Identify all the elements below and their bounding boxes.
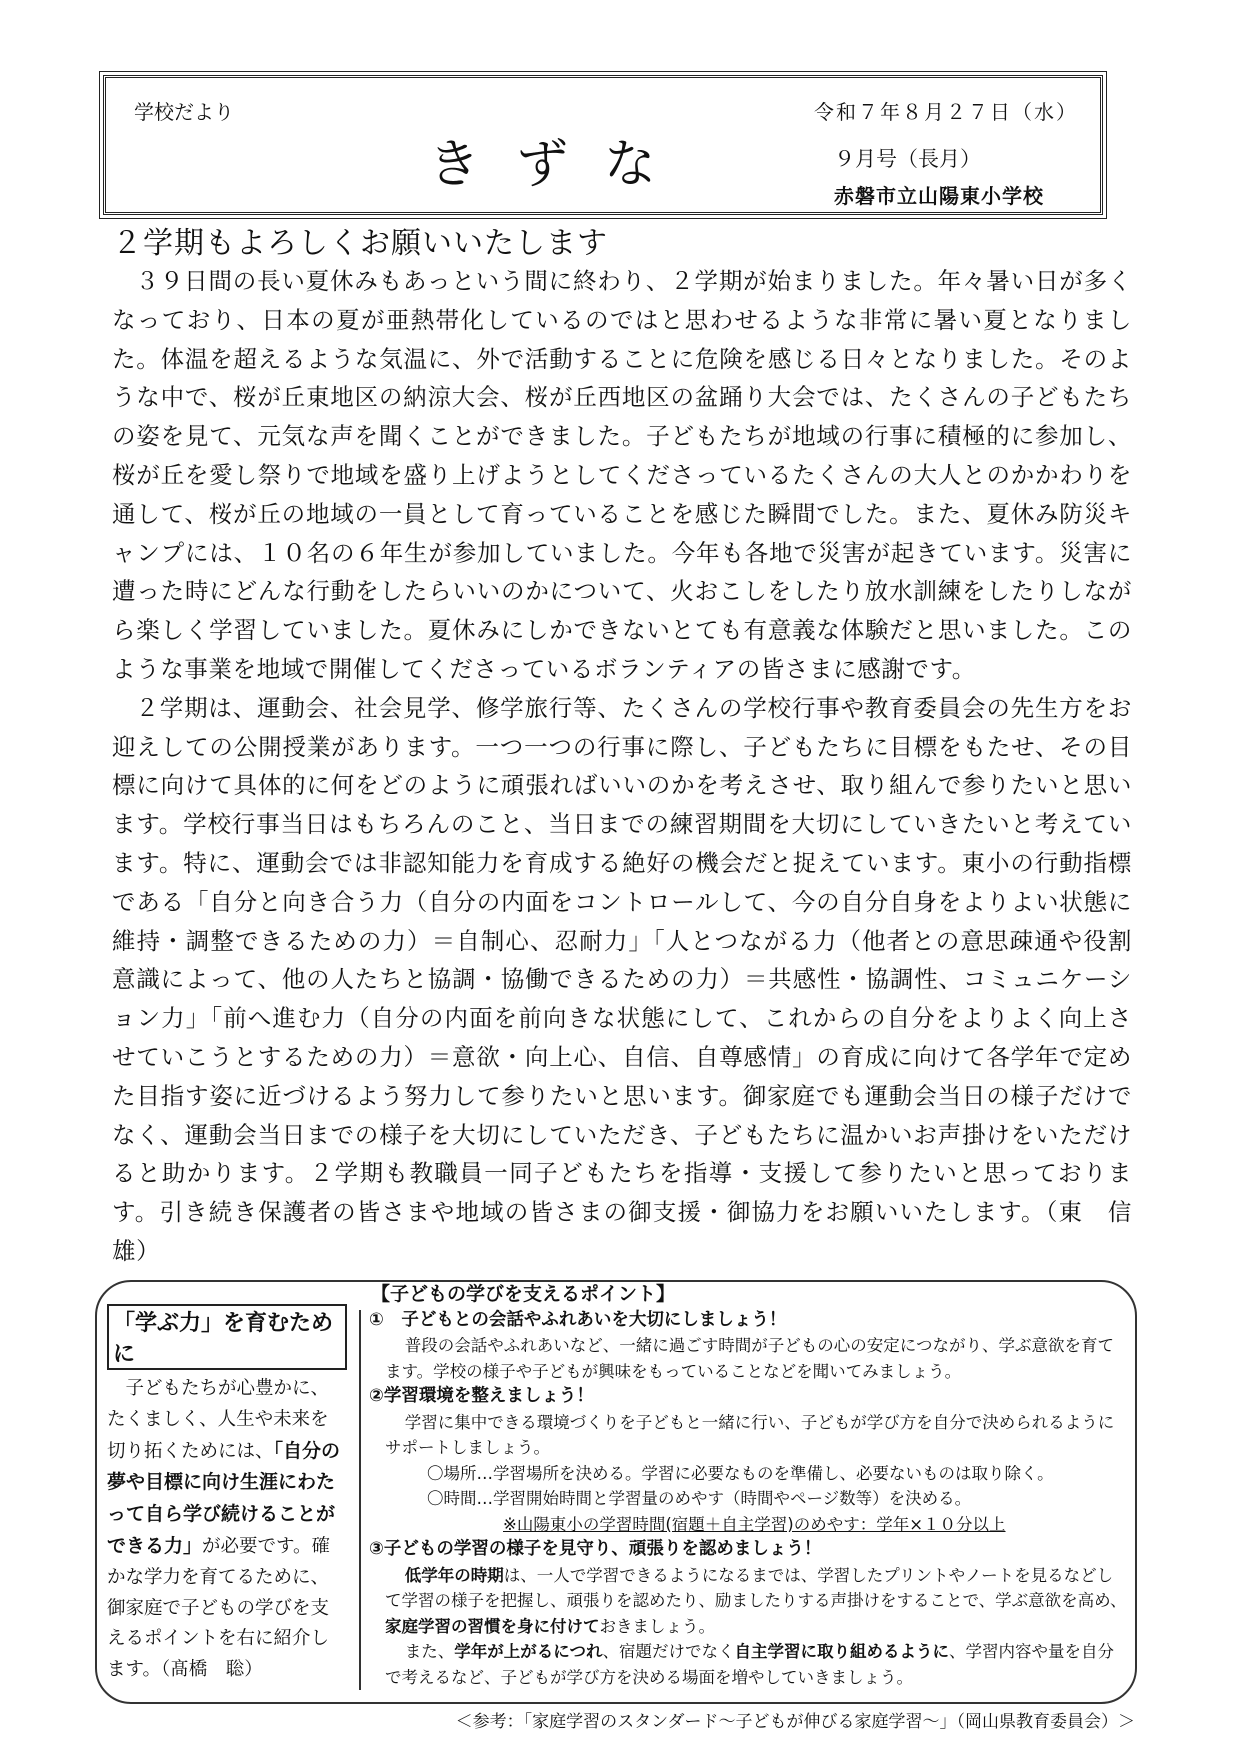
point-2-heading: ②学習環境を整えましょう！ (369, 1386, 594, 1406)
newsletter-title: きずな (428, 135, 693, 195)
divider (359, 1310, 361, 1690)
newsletter-label: 学校だより (134, 100, 234, 124)
point-3-text-2 (369, 1639, 1129, 1690)
sidebar (107, 1304, 347, 1686)
point-1-heading: ① 子どもとの会話やふれあいを大切にしましょう！ (369, 1309, 787, 1330)
point-3-text-1a: は、一人で学習できるようになるまでは、学習したプリントやノートを見るなどして学習の様子を把握し、頑張りを認めたり、励ましたりする声掛けをすることで、学ぶ意欲を高め、 (385, 1565, 1127, 1610)
point-2-item-time: 〇時間…学習開始時間と学習量のめやす（時間やページ数等）を決める。 (427, 1489, 972, 1508)
points-header: 【子どもの学びを支えるポイント】 (371, 1283, 676, 1305)
point-3-text-2b: 、宿題だけでなく (602, 1642, 735, 1661)
point-3-text-2c: 、学習内容や量を自分で考えるなど、子どもが学び方を決める場面を増やしていきましょう。 (385, 1642, 1114, 1687)
reference-note: ＜参考：「家庭学習のスタンダード～子どもが伸びる家庭学習～」（岡山県教育委員会）＞ (455, 1712, 1135, 1732)
point-3-bold-1: 低学年の時期 (404, 1565, 504, 1585)
support-points (369, 1282, 1129, 1690)
sidebar-text-a: 子どもたちが心豊かに、たくましく、人生や未来を切り拓くためには、 (107, 1378, 330, 1462)
article-paragraph-1: ３９日間の長い夏休みもあっという間に終わり、２学期が始まりました。年々暑い日が多くなっており、日本の夏が亜熱帯化しているのではと思わせるような非常に暑い夏となりました。体温を超えるような気温に、外で活動することに危険を感じる日々となりました。そのような中で、桜が丘東地区の納涼大会、桜が丘西地区の盆踊り大会では、たくさんの子どもたちの姿を見て、元気な声を聞くことができました。子どもたちが地域の行事に積極的に参加し、桜が丘を愛し祭りで地域を盛り上げようとしてくださっているたくさんの大人とのかかわりを通して、桜が丘の地域の一員として育っていることを感じた瞬間でした。また、夏休み防災キャンプには、１０名の６年生が参加していました。今年も各地で災害が起きています。災害に遭った時にどんな行動をしたらいいのかについて、火おこしをしたり放水訓練をしたりしながら楽しく学習していました。夏休みにしかできないとても有意義な体験だと思いました。このような事業を地域で開催してくださっているボランティアの皆さまに感謝です。 (112, 267, 1132, 683)
article-paragraph-2: ２学期は、運動会、社会見学、修学旅行等、たくさんの学校行事や教育委員会の先生方をお迎えしての公開授業があります。一つ一つの行事に際し、子どもたちに目標をもたせ、その目標に向けて具体的に何をどのように頑張ればいいのかを考えさせ、取り組んで参りたいと思います。学校行事当日はもちろんのこと、当日までの練習期間を大切にしていきたいと考えています。特に、運動会では非認知能力を育成する絶好の機会だと捉えています。東小の行動指標である「自分と向き合う力（自分の内面をコントロールして、今の自分自身をよりよい状態に維持・調整できるための力）＝自制心、忍耐力」「人とつながる力（他者との意思疎通や役割意識によって、他の人たちと協調・協働できるための力）＝共感性・協調性、コミュニケーション力」「前へ進む力（自分の内面を前向きな状態にして、これからの自分をよりよく向上させていこうとするための力）＝意欲・向上心、自信、自尊感情」の育成に向けて各学年で定めた目指す姿に近づけるよう努力して参りたいと思います。御家庭でも運動会当日の様子だけでなく、運動会当日までの様子を大切にしていただき、子どもたちに温かいお声掛けをいただけると助かります。２学期も教職員一同子どもたちを指導・支援して参りたいと思っております。引き続き保護者の皆さまや地域の皆さまの御支援・御協力をお願いいたします。（東 信雄） (112, 693, 1132, 1265)
learning-support-box (95, 1280, 1137, 1704)
point-3-bold-3: 学年が上がるにつれ (454, 1642, 603, 1661)
school-name: 赤磐市立山陽東小学校 (834, 184, 1044, 208)
sidebar-title: 「学ぶ力」を育むために (107, 1304, 347, 1370)
point-3-bold-4: 自主学習に取り組めるように (734, 1642, 949, 1661)
point-3-bold-2: 家庭学習の習慣を身に付けて (385, 1616, 600, 1636)
point-1-text: 普段の会話やふれあいなど、一緒に過ごす時間が子どもの心の安定につながり、学ぶ意欲を育てます。学校の様子や子どもが興味をもっていることなどを聞いてみましょう。 (385, 1336, 1114, 1381)
point-3-text-1 (369, 1563, 1129, 1640)
point-3-text-2a: また、 (404, 1642, 455, 1661)
masthead (103, 75, 1103, 215)
article-headline: ２学期もよろしくお願いいたします (112, 226, 608, 261)
point-3-text-1b: おきましょう。 (599, 1616, 715, 1636)
point-2-item-place: 〇場所…学習場所を決める。学習に必要なものを準備し、必要ないものは取り除く。 (427, 1463, 1054, 1483)
sidebar-text-bold: 「自分の夢や目標に向け生涯にわたって自ら学び続けることができる力」 (107, 1439, 341, 1557)
article-body (112, 262, 1132, 1271)
point-3-heading: ③子どもの学習の様子を見守り、頑張りを認めましょう！ (369, 1539, 822, 1559)
sidebar-text (107, 1374, 347, 1686)
issue-date: 令和７年８月２７日（水） (814, 100, 1078, 124)
sidebar-text-b: が必要です。確かな学力を育てるために、御家庭で子どもの学びを支えるポイントを右に紹介します。（髙橋 聡） (107, 1535, 331, 1681)
point-2-note: ※山陽東小の学習時間(宿題＋自主学習)のめやす：学年×１０分以上 (503, 1514, 1006, 1534)
issue-number: ９月号（長月） (834, 147, 981, 171)
point-2-text: 学習に集中できる環境づくりを子どもと一緒に行い、子どもが学び方を自分で決められるようにサポートしましょう。 (385, 1412, 1115, 1457)
